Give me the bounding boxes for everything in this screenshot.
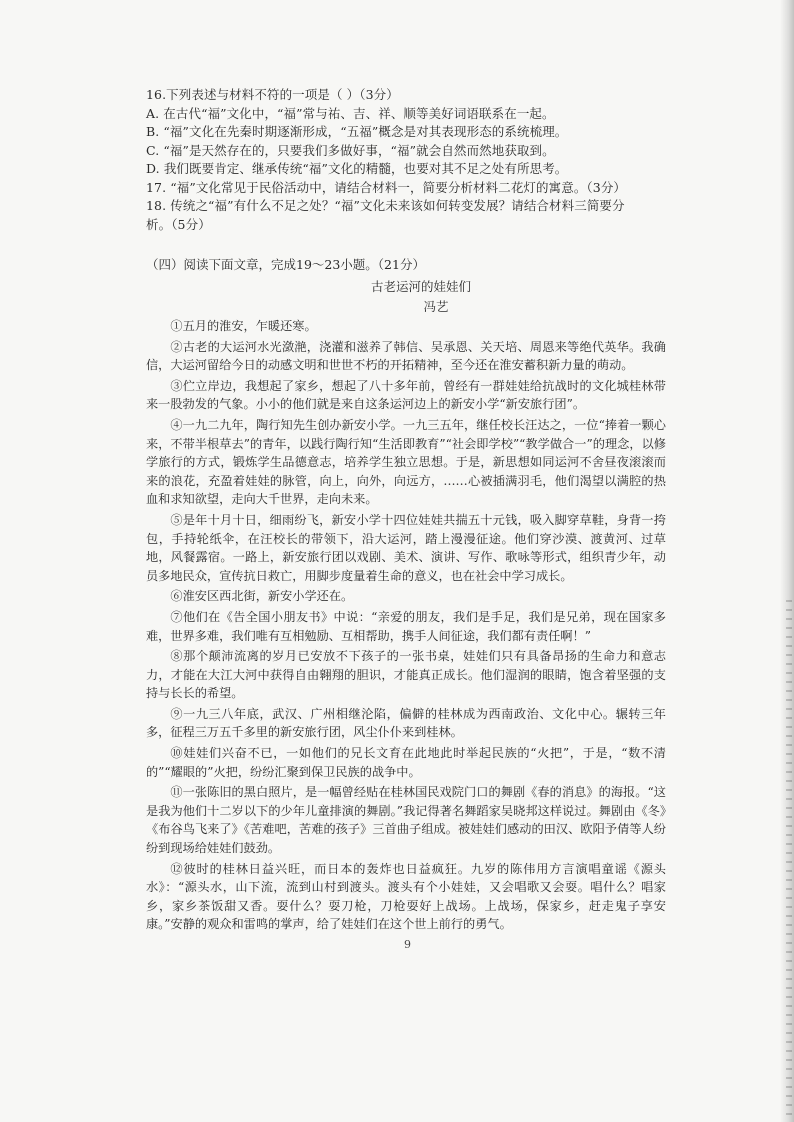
paragraph-10: ⑩娃娃们兴奋不已，一如他们的兄长文育在此地此时举起民族的“火把”，于是，“数不清的”“耀眼的”火把，纷纷汇聚到保卫民族的战争中。	[146, 746, 666, 779]
paragraph-5: ⑤是年十月十日，细雨纷飞，新安小学十四位娃娃共揣五十元钱，吸入脚穿草鞋，身背一挎包，手持轮纸伞，在汪校长的带领下，沿大运河，踏上漫漫征途。他们穿沙漠、渡黄河、过草地，风餐露宿。一路上，新安旅行团以戏剧、美术、演讲、写作、歌咏等形式，组织青少年，动员多地民众，宣传抗日救亡，用脚步度量着生命的意义，也在社会中学习成长。	[146, 512, 666, 583]
paragraph-3: ③伫立岸边，我想起了家乡，想起了八十多年前，曾经有一群娃娃给抗战时的文化城桂林带来一股勃发的气象。小小的他们就是来自这条运河边上的新安小学“新安旅行团”。	[146, 378, 666, 412]
question-18-line1: 18. 传统之“福”有什么不足之处？“福”文化未来该如何转变发展？请结合材料三简要分	[146, 198, 625, 213]
paragraph-4: ④一九二九年，陶行知先生创办新安小学。一九三五年，继任校长汪达之，一位“捧着一颗心来，不带半根草去”的青年，以践行陶行知“生活即教育”“社会即学校”“教学做合一”的理念，以修学旅行的方式，锻炼学生品德意志，培养学生独立思想。于是，新思想如同运河不舍昼夜滚滚而来的浪花，充盈着娃娃的脉管，向上，向外，向远方，……心被插满羽毛，他们渴望以满腔的热血和求知欲望，走向大千世界，走向未来。	[146, 417, 666, 507]
article-title: 古老运河的娃娃们	[370, 279, 471, 294]
option-a: A. 在古代“福”文化中，“福”常与祐、吉、祥、顺等美好词语联系在一起。	[146, 105, 555, 121]
paragraph-8: ⑧那个颠沛流离的岁月已安放不下孩子的一张书桌，娃娃们只有具备昂扬的生命力和意志力，才能在大江大河中获得自由翱翔的胆识，才能真正成长。他们湿润的眼睛，饱含着坚强的支持与长长的希望。	[146, 649, 666, 701]
questions-block	[146, 86, 666, 234]
paragraph-2: ②古老的大运河水光潋滟，浇灌和滋养了韩信、吴承恩、关天培、周恩来等绝代英华。我确信，大运河留给今日的动感文明和世世不朽的开拓精神，至今还在淮安蓄积新力量的萌动。	[146, 339, 666, 373]
page-number: 9	[404, 938, 411, 951]
question-16: 16.下列表述与材料不符的一项是（ ）（3分）	[146, 87, 399, 102]
paragraph-9: ⑨一九三八年底，武汉、广州相继沦陷，偏僻的桂林成为西南政治、文化中心。辗转三年多，征程三万五千多里的新安旅行团，风尘仆仆来到桂林。	[146, 706, 666, 740]
article-author: 冯艺	[423, 299, 449, 314]
reading-section	[146, 256, 666, 936]
scan-edge-specks	[786, 600, 792, 1120]
paragraph-1: ①五月的淮安，乍暖还寒。	[170, 319, 317, 333]
paragraph-12: ⑫彼时的桂林日益兴旺，而日本的轰炸也日益疯狂。九岁的陈伟用方言演唱童谣《源头水》：“源头水，山下流，流到山村到渡头。渡头有个小娃娃，又会唱歌又会耍。唱什么？唱家乡，家乡茶饭甜又香。耍什么？耍刀枪，刀枪耍好上战场。上战场，保家乡，赶走鬼子享安康。”安静的观众和雷鸣的掌声，给了娃娃们在这个世上前行的勇气。	[146, 861, 666, 932]
paragraph-6: ⑥淮安区西北街，新安小学还在。	[170, 589, 354, 604]
option-b: B. “福”文化在先秦时期逐渐形成，“五福”概念是对其表现形态的系统梳理。	[146, 124, 568, 139]
question-17: 17. “福”文化常见于民俗活动中，请结合材料一，简要分析材料二花灯的寓意。（3分）	[146, 179, 627, 195]
section-heading: （四）阅读下面文章，完成19～23小题。（21分）	[146, 257, 425, 272]
paragraph-7: ⑦他们在《告全国小朋友书》中说：“亲爱的朋友，我们是手足，我们是兄弟，现在国家多难，世界多难，我们唯有互相勉励、互相帮助，携手人间征途，我们都有责任啊！”	[146, 609, 666, 643]
paragraph-11: ⑪一张陈旧的黑白照片，是一幅曾经贴在桂林国民戏院门口的舞剧《春的消息》的海报。“这是我为他们十二岁以下的少年儿童排演的舞剧。”我记得著名舞蹈家吴晓邦这样说过。舞剧由《冬》《布谷鸟飞来了》《苦难吧，苦难的孩子》三首曲子组成。被娃娃们感动的田汉、欧阳予倩等人纷纷到现场给娃娃们鼓劲。	[146, 785, 666, 856]
option-d: D. 我们既要肯定、继承传统“福”文化的精髓，也要对其不足之处有所思考。	[146, 161, 568, 176]
question-18-line2: 析。（5分）	[146, 216, 211, 232]
option-c: C. “福”是天然存在的，只要我们多做好事，“福”就会自然而然地获取到。	[146, 142, 555, 158]
